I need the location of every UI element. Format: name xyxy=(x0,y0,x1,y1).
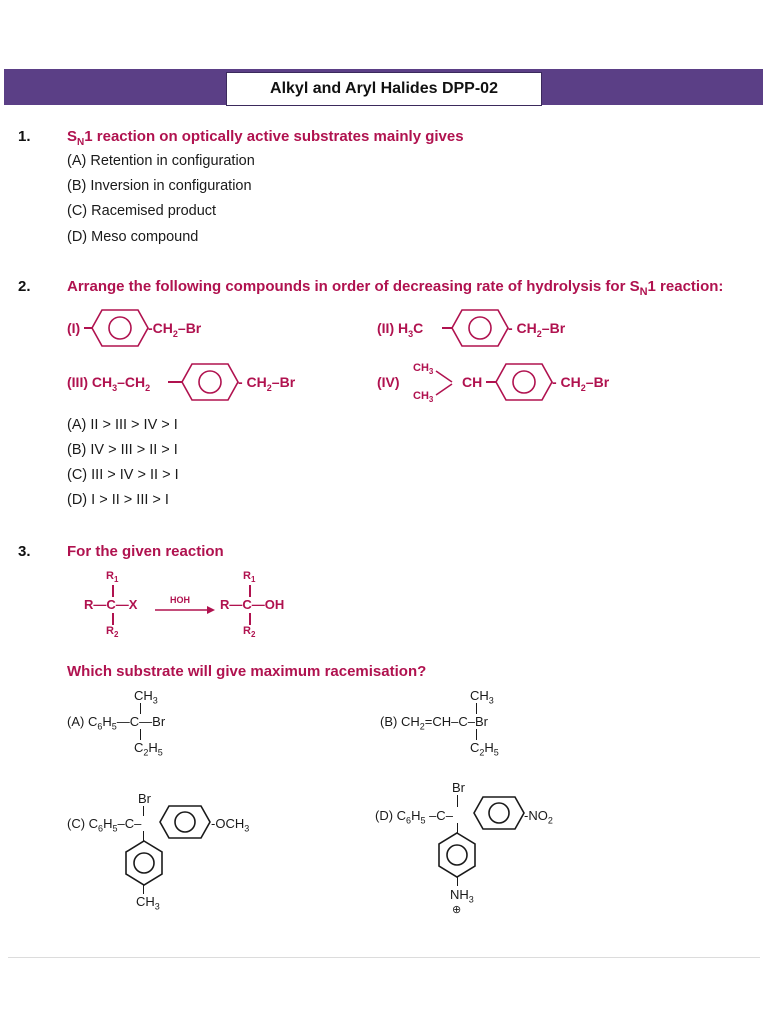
compound-i-label: (I) xyxy=(67,320,81,336)
option-d-top: Br xyxy=(452,780,465,795)
bond-line xyxy=(143,885,144,894)
compound-iv-methyl-bottom: $CH_3$ xyxy=(413,390,434,405)
question-1-number: 1. xyxy=(18,128,31,145)
reactant-r1: $R_1$ xyxy=(106,570,119,585)
bond-line xyxy=(457,795,458,807)
benzene-ring-icon xyxy=(496,364,552,400)
option-a-top: $CH_3$ xyxy=(134,688,158,706)
bond-line xyxy=(249,585,251,597)
option-d-right: $-NO_2$ xyxy=(524,808,553,826)
question-1-option-a: (A) Retention in configuration xyxy=(67,153,255,169)
benzene-ring-icon xyxy=(92,310,148,346)
bond-line xyxy=(168,381,182,383)
bond-line xyxy=(249,613,251,625)
option-c-formula: (C) $C_6H_5-C-$ xyxy=(67,816,142,834)
benzene-ring-icon xyxy=(160,806,210,838)
question-2-number: 2. xyxy=(18,278,31,295)
question-2-option-a: (A) II > III > IV > I xyxy=(67,417,178,433)
option-c-bottom: $CH_3$ xyxy=(136,894,160,912)
compound-ii-label: (II) $H_3C$ xyxy=(377,320,424,339)
product-r2: $R_2$ xyxy=(243,625,256,640)
page-title: Alkyl and Aryl Halides DPP-02 xyxy=(226,72,542,106)
benzene-ring-icon xyxy=(126,841,162,885)
compound-iii-substituent: - $CH_2-Br$ xyxy=(238,374,296,393)
question-1-stem: $S_N1$ reaction on optically active substrates mainly gives xyxy=(67,128,464,148)
option-b-formula: (B) $CH_2=CH-C-Br$ xyxy=(380,714,488,732)
product-r1: $R_1$ xyxy=(243,570,256,585)
reagent-label: HOH xyxy=(170,595,190,605)
bond-line xyxy=(442,327,452,329)
question-2-option-c: (C) III > IV > II > I xyxy=(67,467,179,483)
question-3-stem: For the given reaction xyxy=(67,543,224,560)
bond-line xyxy=(143,806,144,816)
bond-line xyxy=(476,703,477,714)
option-a-formula: (A) $C_6H_5—C—Br$ xyxy=(67,714,166,732)
positive-charge-icon: ⊕ xyxy=(452,904,462,916)
bond-line xyxy=(486,381,496,383)
question-1-option-d: (D) Meso compound xyxy=(67,229,199,245)
bond-line xyxy=(140,703,141,714)
bond-line xyxy=(457,823,458,833)
option-a-bottom: $C_2H_5$ xyxy=(134,740,163,758)
product-formula: R—C—OH xyxy=(220,597,285,612)
question-1-option-b: (B) Inversion in configuration xyxy=(67,178,252,194)
compound-iv-substituent: - $CH_2-Br$ xyxy=(552,374,610,393)
bond-line xyxy=(457,877,458,886)
reaction-arrow-icon xyxy=(155,605,215,615)
question-2-option-b: (B) IV > III > II > I xyxy=(67,442,178,458)
benzene-ring-icon xyxy=(474,797,524,829)
compound-ii-substituent: - $CH_2-Br$ xyxy=(508,320,566,339)
question-2-stem: Arrange the following compounds in order of decreasing rate of hydrolysis for $S_N1$ reaction: xyxy=(67,278,724,298)
compound-iii-label: (III) $CH_3-CH_2$ xyxy=(67,374,151,393)
option-d-formula: (D) $C_6H_5$ –C– xyxy=(375,808,453,826)
reactant-r2: $R_2$ xyxy=(106,625,119,640)
compound-i-substituent: $-CH_2-Br$ xyxy=(148,320,202,339)
question-2-option-d: (D) I > II > III > I xyxy=(67,492,169,508)
bond-line xyxy=(140,729,141,740)
question-1-option-c: (C) Racemised product xyxy=(67,203,217,219)
option-c-top: Br xyxy=(138,791,151,806)
option-b-top: $CH_3$ xyxy=(470,688,494,706)
footer-divider xyxy=(8,957,760,958)
question-3-subquestion: Which substrate will give maximum racemisation? xyxy=(67,663,427,680)
bond-line xyxy=(143,831,144,841)
compound-iv-ch: CH xyxy=(462,374,483,390)
option-b-bottom: $C_2H_5$ xyxy=(470,740,499,758)
compound-iv-methyl-top: $CH_3$ xyxy=(413,362,434,377)
branch-bond-lines xyxy=(434,368,460,398)
reactant-formula: R—C—X xyxy=(84,597,138,612)
benzene-ring-icon xyxy=(452,310,508,346)
benzene-ring-icon xyxy=(439,833,475,877)
benzene-ring-icon xyxy=(182,364,238,400)
question-3-number: 3. xyxy=(18,543,31,560)
compound-iv-label: (IV) xyxy=(377,374,400,390)
bond-line xyxy=(476,729,477,740)
bond-line xyxy=(112,585,114,597)
bond-line xyxy=(112,613,114,625)
option-d-bottom: $NH_3$ xyxy=(450,887,474,905)
option-c-right: $-OCH_3$ xyxy=(211,816,250,834)
